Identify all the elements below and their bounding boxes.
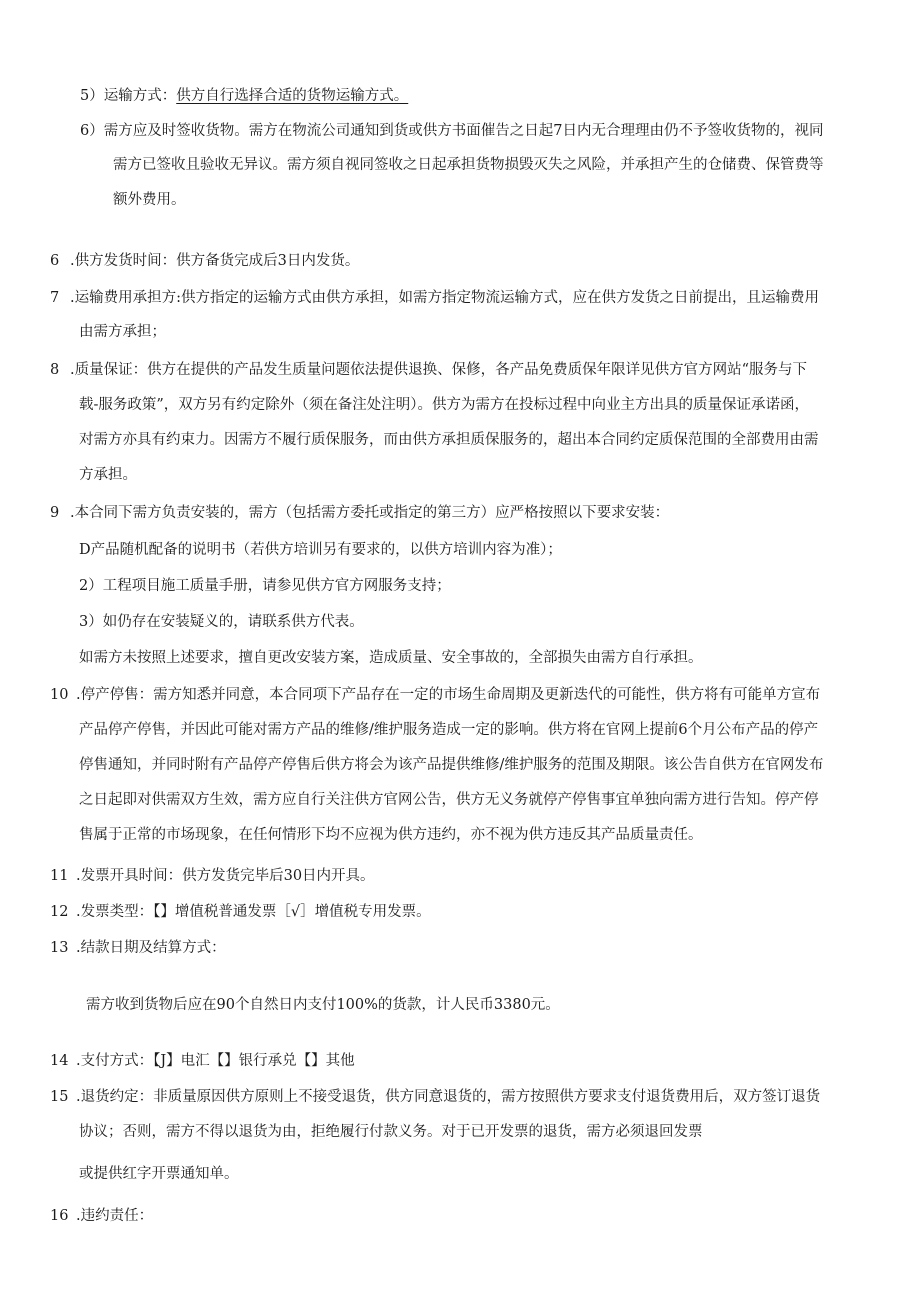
clause-9-ending: 如需方未按照上述要求，擅自更改安装方案，造成质量、安全事故的，全部损失由需方自行承担。 — [79, 650, 703, 666]
clause-number-9: 9 — [50, 505, 60, 521]
clause-14: .支付方式：【J】电汇【】银行承兑【】其他 — [76, 1053, 355, 1069]
clause-15-line-2: 协议；否则，需方不得以退货为由，拒绝履行付款义务。对于已开发票的退货，需方必须退回发票 — [79, 1124, 703, 1140]
clause-10-line-3: 停售通知，并同时附有产品停产停售后供方将会为该产品提供维修/维护服务的范围及期限。该公告自供方在官网发布 — [79, 757, 824, 773]
clause-8-line-4: 方承担。 — [79, 467, 137, 483]
clause-12: .发票类型：【】增值税普通发票［√］增值税专用发票。 — [76, 904, 431, 920]
clause-number-13: 13 — [50, 940, 69, 956]
subitem-6-line-1: 6）需方应及时签收货物。需方在物流公司通知到货或供方书面催告之日起7日内无合理理由仍不予签收货物的，视同 — [80, 123, 824, 139]
clause-13-payment-text: 需方收到货物后应在90个自然日内支付100%的货款，计人民币3380元。 — [86, 997, 560, 1013]
subitem-6-line-3: 额外费用。 — [113, 192, 186, 208]
subitem-5-label: 5）运输方式： — [80, 88, 177, 104]
clause-number-6: 6 — [50, 253, 60, 269]
clause-10-line-4: 之日起即对供需双方生效，需方应自行关注供方官网公告，供方无义务就停产停售事宜单独向需方进行告知。停产停 — [79, 792, 819, 808]
clause-number-12: 12 — [50, 904, 69, 920]
clause-number-16: 16 — [50, 1208, 69, 1224]
clause-16: .违约责任： — [76, 1208, 154, 1224]
clause-15-line-1: .退货约定：非质量原因供方原则上不接受退货，供方同意退货的，需方按照供方要求支付退货费用后，双方签订退货 — [76, 1089, 821, 1105]
clause-8-line-3: 对需方亦具有约束力。因需方不履行质保服务，而由供方承担质保服务的，超出本合同约定质保范围的全部费用由需 — [79, 432, 819, 448]
clause-7-line-1: .运输费用承担方:供方指定的运输方式由供方承担，如需方指定物流运输方式，应在供方发货之日前提出，且运输费用 — [70, 290, 819, 306]
clause-11: .发票开具时间：供方发货完毕后30日内开具。 — [76, 868, 375, 884]
subitem-5-underlined: 供方自行选择合适的货物运输方式。 — [176, 88, 409, 104]
clause-number-8: 8 — [50, 362, 60, 378]
clause-6: .供方发货时间：供方备货完成后3日内发货。 — [70, 253, 360, 269]
clause-7-line-2: 由需方承担； — [79, 324, 166, 340]
clause-9-subitem-2: 2）工程项目施工质量手册，请参见供方官方网服务支持； — [79, 578, 451, 594]
clause-13: .结款日期及结算方式： — [76, 940, 226, 956]
clause-9-subitem-3: 3）如仍存在安装疑义的，请联系供方代表。 — [79, 614, 364, 630]
clause-10-line-1: .停产停售：需方知悉并同意，本合同项下产品存在一定的市场生命周期及更新迭代的可能性，供方将有可能单方宣布 — [76, 687, 821, 703]
clause-9-line-1: .本合同下需方负责安装的，需方（包括需方委托或指定的第三方）应严格按照以下要求安装： — [70, 505, 670, 521]
clause-number-10: 10 — [50, 687, 69, 703]
subitem-6-line-2: 需方已签收且验收无异议。需方须自视同签收之日起承担货物损毁灭失之风险，并承担产生的仓储费、保管费等 — [113, 157, 824, 173]
clause-number-11: 11 — [50, 868, 69, 884]
subitem-5 — [80, 86, 408, 106]
clause-number-14: 14 — [50, 1053, 69, 1069]
clause-10-line-2: 产品停产停售，并因此可能对需方产品的维修/维护服务造成一定的影响。供方将在官网上提前6个月公布产品的停产 — [79, 722, 819, 738]
clause-9-subitem-1: D产品随机配备的说明书（若供方培训另有要求的，以供方培训内容为准）； — [79, 542, 562, 558]
clause-8-line-2: 载-服务政策”，双方另有约定除外（须在备注处注明）。供方为需方在投标过程中向业主方出具的质量保证承诺函， — [79, 397, 810, 413]
clause-number-15: 15 — [50, 1089, 69, 1105]
clause-15-line-3: 或提供红字开票通知单。 — [79, 1166, 239, 1182]
clause-10-line-5: 售属于正常的市场现象，在任何情形下均不应视为供方违约，亦不视为供方违反其产品质量责任。 — [79, 827, 703, 843]
clause-8-line-1: .质量保证：供方在提供的产品发生质量问题依法提供退换、保修，各产品免费质保年限详见供方官方网站“服务与下 — [70, 362, 808, 378]
clause-number-7: 7 — [50, 290, 60, 306]
